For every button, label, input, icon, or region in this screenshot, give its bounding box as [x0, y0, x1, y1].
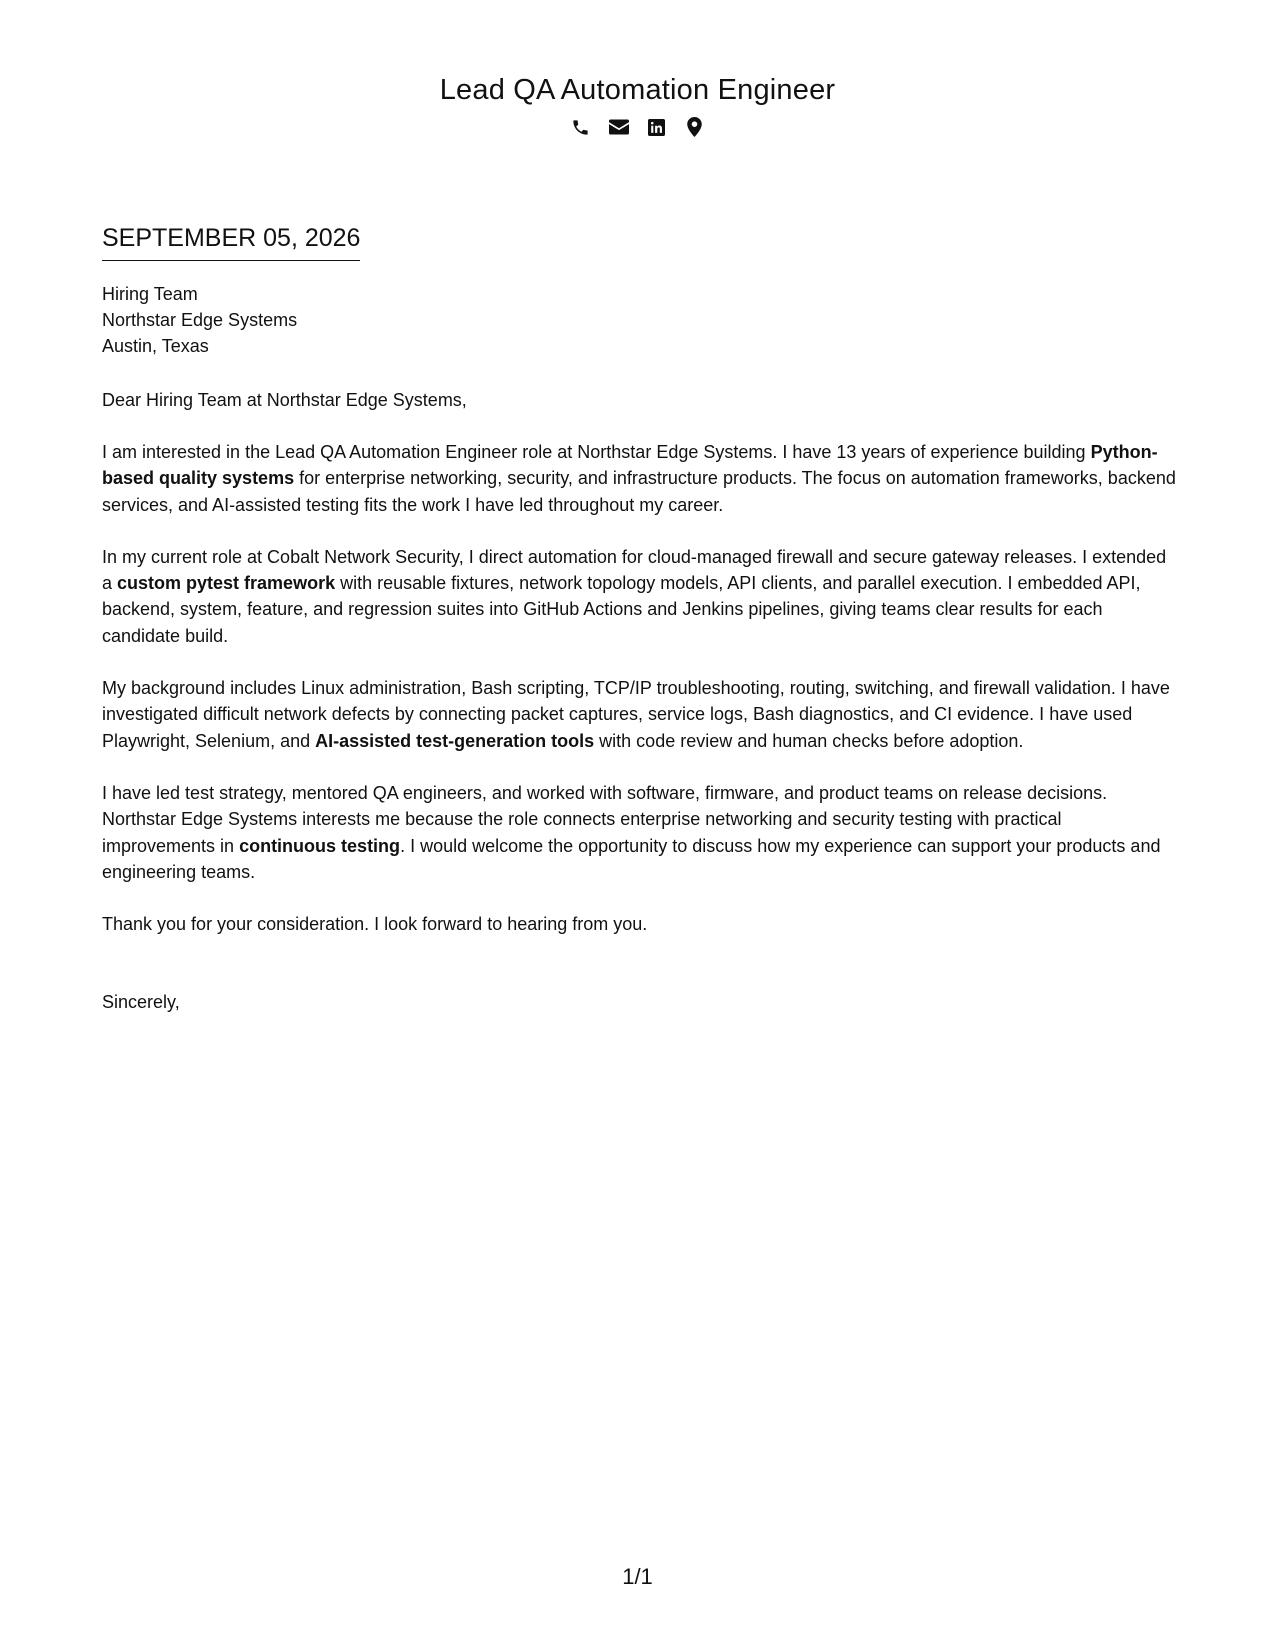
email-icon[interactable] — [609, 117, 629, 137]
paragraph-text: I am interested in the Lead QA Automation Engineer role at Northstar Edge Systems. I have 13 years of experience building — [102, 442, 1091, 462]
paragraph-text: I have led test strategy, mentored QA engineers, and worked with software, firmware, and product teams on release decisions. Northstar Edge Systems interests me because the role connects enterprise networking and security testing with practical improvements in — [102, 782, 1108, 856]
phone-icon[interactable] — [571, 117, 591, 137]
salutation: Dear Hiring Team at Northstar Edge Systems, — [102, 390, 467, 410]
contact-icons — [0, 116, 1275, 138]
highlight-text: continuous testing — [239, 835, 401, 856]
location-icon[interactable] — [685, 117, 705, 137]
paragraph-text: My background includes Linux administration, Bash scripting, TCP/IP troubleshooting, routing, switching, and firewall validation. I have investigated difficult network defects by connecting packet captures, service logs, Bash diagnostics, and CI evidence. I have used Playwright, Selenium, and — [102, 678, 1170, 751]
paragraph-text: . I would welcome the opportunity to discuss how my experience can support your products and engineering teams. — [102, 835, 1161, 882]
linkedin-icon[interactable] — [647, 117, 667, 137]
paragraph-current-role — [102, 544, 1177, 649]
letter-header — [0, 70, 1275, 138]
paragraph-text: In my current role at Cobalt Network Security, I direct automation for cloud-managed firewall and secure gateway releases. I extended a — [102, 546, 1167, 594]
letter-body — [102, 222, 1177, 1015]
paragraph-text: for enterprise networking, security, and infrastructure products. The focus on automation frameworks, backend services, and AI-assisted testing fits the work I have led throughout my career. — [102, 468, 1176, 515]
highlight-text: Python-based quality systems — [102, 442, 1158, 489]
letter-date: SEPTEMBER 05, 2026 — [102, 224, 361, 252]
recipient-company: Northstar Edge Systems — [102, 310, 298, 330]
paragraph-intro — [102, 439, 1177, 518]
highlight-text: custom pytest framework — [117, 573, 336, 594]
paragraph-text: with reusable fixtures, network topology models, API clients, and parallel execution. I embedded API, backend, system, feature, and regression suites into GitHub Actions and Jenkins pipelines, giving teams clear results for each candidate build. — [102, 573, 1141, 646]
date-block — [102, 222, 360, 261]
highlight-text: AI-assisted test-generation tools — [315, 730, 595, 751]
page-number: 1/1 — [622, 1564, 653, 1589]
recipient-line: Hiring Team — [102, 284, 198, 304]
recipient-block — [102, 281, 1177, 359]
paragraph-leadership — [102, 780, 1177, 885]
paragraph-background — [102, 675, 1177, 754]
paragraph-text: with code review and human checks before adoption. — [594, 730, 1024, 751]
recipient-location: Austin, Texas — [102, 336, 209, 356]
page-title: Lead QA Automation Engineer — [439, 74, 836, 106]
paragraph-thanks: Thank you for your consideration. I look forward to hearing from you. — [102, 914, 648, 935]
closing: Sincerely, — [102, 992, 180, 1013]
